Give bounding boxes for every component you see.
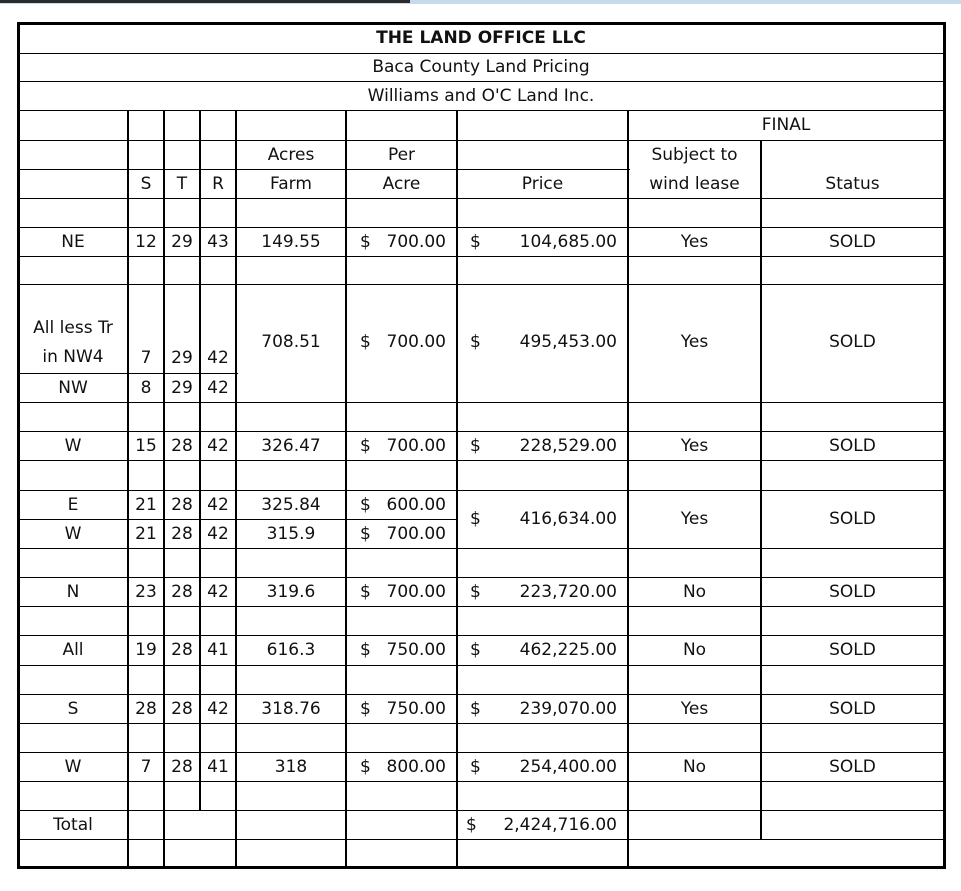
sheet-subtitle: Baca County Land Pricing (372, 57, 590, 77)
status-cell: SOLD (829, 640, 876, 660)
range-cell: 43 (207, 231, 229, 252)
tract-description: NE (61, 231, 85, 252)
per-acre-cell: 700.00 (386, 231, 446, 252)
grid-line (18, 665, 946, 666)
wind-lease-cell: Yes (680, 331, 709, 352)
section-cell: 8 (140, 377, 152, 398)
township-cell: 29 (171, 348, 193, 368)
seller-name: Williams and O'C Land Inc. (367, 85, 595, 106)
township-cell: 29 (171, 377, 193, 398)
section-cell: 19 (135, 640, 157, 660)
per-acre-cell: 700.00 (386, 331, 446, 352)
per-acre-cell: 700.00 (386, 435, 446, 456)
total-price: 2,424,716.00 (503, 814, 617, 835)
price-currency: $ (470, 698, 481, 719)
grid-line (18, 606, 946, 607)
per-acre-cell: 700.00 (386, 523, 446, 544)
per-acre-currency: $ (360, 331, 371, 352)
tract-description: N (66, 581, 80, 602)
wind-lease-cell: No (682, 640, 707, 660)
per-acre-currency: $ (360, 581, 371, 602)
price-currency: $ (470, 231, 481, 252)
section-cell: 28 (135, 698, 157, 719)
section-cell: 23 (135, 581, 157, 602)
per-acre-currency: $ (360, 756, 371, 777)
section-cell: 12 (135, 231, 157, 252)
acres-cell: 318 (274, 756, 308, 777)
wind-lease-cell: No (682, 581, 707, 602)
range-cell: 42 (207, 377, 229, 398)
grid-line (456, 110, 458, 868)
range-header: R (212, 173, 224, 194)
range-cell: 42 (207, 494, 229, 515)
sheet-title: THE LAND OFFICE LLC (376, 28, 586, 48)
section-header: S (140, 173, 152, 194)
price-cell: 416,634.00 (519, 508, 617, 529)
per-acre-currency: $ (360, 523, 371, 544)
per-acre-cell: 750.00 (386, 640, 446, 660)
grid-line (18, 198, 946, 199)
township-cell: 28 (171, 494, 193, 515)
range-cell: 42 (207, 581, 229, 602)
township-header: T (176, 173, 188, 194)
township-cell: 28 (171, 435, 193, 456)
price-currency: $ (470, 756, 481, 777)
tract-description: W (64, 435, 82, 456)
range-cell: 41 (207, 640, 229, 660)
status-cell: SOLD (829, 435, 876, 456)
price-currency: $ (470, 508, 481, 529)
price-cell: 223,720.00 (519, 581, 617, 602)
status-cell: SOLD (829, 508, 876, 529)
acres-cell: 708.51 (261, 331, 321, 352)
tract-description-line1: All less Tr (33, 318, 113, 338)
per-acre-currency: $ (360, 435, 371, 456)
per-acre-cell: 750.00 (386, 698, 446, 719)
wind-lease-cell: Yes (680, 435, 709, 456)
wind-lease-header-line1: Subject to (651, 144, 738, 165)
grid-line (18, 460, 946, 461)
tract-description: W (64, 756, 82, 777)
grid-line (18, 284, 946, 285)
price-currency: $ (470, 435, 481, 456)
price-header: Price (521, 173, 564, 194)
section-cell: 21 (135, 494, 157, 515)
price-cell: 462,225.00 (519, 640, 617, 660)
township-cell: 28 (171, 756, 193, 777)
status-header: Status (825, 173, 880, 194)
acres-header-line1: Acres (267, 144, 315, 165)
section-cell: 15 (135, 435, 157, 456)
price-currency: $ (470, 640, 481, 660)
wind-lease-header-line2: wind lease (649, 173, 740, 194)
grid-line (18, 548, 946, 549)
township-cell: 29 (171, 231, 193, 252)
tract-description: S (67, 698, 79, 719)
range-cell: 41 (207, 756, 229, 777)
range-cell: 42 (207, 435, 229, 456)
township-cell: 28 (171, 581, 193, 602)
total-label: Total (53, 814, 93, 835)
acres-cell: 315.9 (266, 523, 316, 544)
grid-line (18, 723, 946, 724)
wind-lease-cell: Yes (680, 508, 709, 529)
price-cell: 104,685.00 (519, 231, 617, 252)
per-acre-currency: $ (360, 640, 371, 660)
acres-cell: 319.6 (266, 581, 316, 602)
price-cell: 228,529.00 (519, 435, 617, 456)
status-cell: SOLD (829, 698, 876, 719)
acres-cell: 149.55 (261, 231, 321, 252)
price-currency: $ (470, 331, 481, 352)
price-cell: 254,400.00 (519, 756, 617, 777)
tract-description: NW (58, 377, 88, 398)
status-cell: SOLD (829, 331, 876, 352)
tract-description: W (64, 523, 82, 544)
per-acre-cell: 700.00 (386, 581, 446, 602)
tract-description (18, 313, 128, 373)
acres-cell: 326.47 (261, 435, 321, 456)
grid-line (18, 140, 946, 141)
township-cell: 28 (171, 640, 193, 660)
per-acre-header-line2: Acre (382, 173, 421, 194)
price-currency: $ (470, 581, 481, 602)
wind-lease-cell: Yes (680, 231, 709, 252)
final-header: FINAL (761, 115, 811, 135)
section-cell: 7 (140, 348, 152, 368)
section-cell: 21 (135, 523, 157, 544)
range-cell: 42 (207, 698, 229, 719)
tract-description-line2: in NW4 (42, 347, 104, 367)
tract-description: All (62, 640, 84, 660)
acres-header-line2: Farm (270, 173, 312, 194)
status-cell: SOLD (829, 231, 876, 252)
township-cell: 28 (171, 523, 193, 544)
wind-lease-cell: Yes (680, 698, 709, 719)
total-currency: $ (466, 814, 477, 835)
status-cell: SOLD (829, 581, 876, 602)
price-cell: 495,453.00 (519, 331, 617, 352)
per-acre-currency: $ (360, 494, 371, 515)
per-acre-currency: $ (360, 698, 371, 719)
status-cell: SOLD (829, 756, 876, 777)
range-cell: 42 (207, 523, 229, 544)
grid-line (18, 256, 946, 257)
acres-cell: 318.76 (261, 698, 321, 719)
acres-cell: 325.84 (261, 494, 321, 515)
grid-line (18, 866, 946, 869)
price-cell: 239,070.00 (519, 698, 617, 719)
grid-line (18, 402, 946, 403)
township-cell: 28 (171, 698, 193, 719)
range-cell: 42 (207, 348, 229, 368)
per-acre-currency: $ (360, 231, 371, 252)
section-cell: 7 (140, 756, 152, 777)
per-acre-header-line1: Per (387, 144, 416, 165)
acres-cell: 616.3 (266, 640, 316, 660)
tract-description: E (67, 494, 79, 515)
per-acre-cell: 600.00 (386, 494, 446, 515)
per-acre-cell: 800.00 (386, 756, 446, 777)
grid-line (18, 781, 946, 782)
wind-lease-cell: No (682, 756, 707, 777)
grid-line (18, 839, 946, 840)
